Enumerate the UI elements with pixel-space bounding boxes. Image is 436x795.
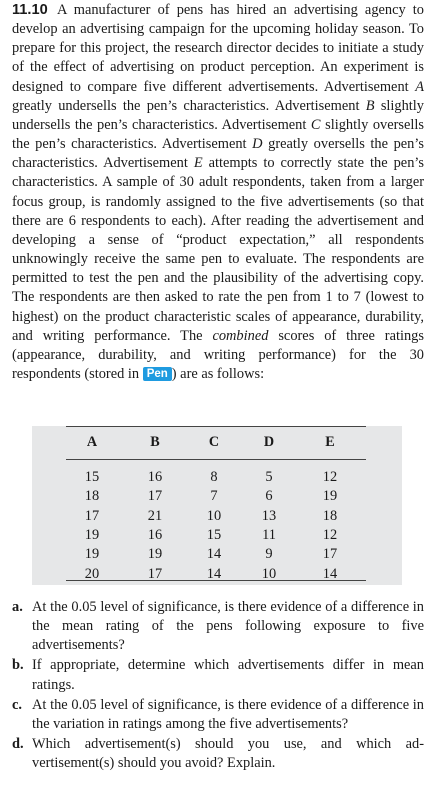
table-header-cell: A — [86, 434, 98, 450]
table-cell: 20 — [84, 565, 100, 582]
table-cell: 17 — [322, 546, 338, 563]
table-cell: 19 — [84, 546, 100, 563]
table-cell: 14 — [206, 546, 222, 563]
question-a — [12, 598, 424, 655]
table-cell: 14 — [206, 565, 222, 582]
problem-statement — [12, 1, 424, 384]
table-cell: 17 — [147, 488, 163, 505]
question-text: At the 0.05 level of significance, is there evidence of a difference in the variation in ratings among the five advertisements? — [32, 696, 424, 732]
table-cell: 18 — [84, 488, 100, 505]
ad-c-label: C — [310, 116, 321, 133]
table-header-cell: E — [325, 434, 335, 450]
table-cell: 12 — [322, 469, 338, 485]
problem-text-4: greatly oversells the pen’s characteristics. Advertisement — [12, 136, 424, 172]
table-cell: 5 — [265, 469, 273, 485]
table-cell: 10 — [206, 507, 222, 524]
table-cell: 17 — [147, 565, 163, 582]
problem-intro: A manufacturer of pens has hired an advertising agency to develop an advertising campaign for the upcoming holiday season. To prepare for this project, the research director decides to initiate a study of the effect of advertising on product perception. An experiment is designed to compare five different advertisements. Advertisement — [12, 2, 424, 95]
ad-e-label: E — [193, 155, 203, 172]
table-cell: 16 — [147, 526, 163, 543]
question-label: d. — [12, 736, 24, 753]
table-header-rule — [66, 459, 366, 460]
table-header-cell: C — [208, 434, 220, 450]
data-table — [32, 426, 402, 585]
question-list — [12, 598, 424, 774]
problem-text-1: greatly undersells the pen’s characteristics. Advertisement — [12, 97, 360, 114]
problem-text-3: slightly oversells the pen’s characteristics. Advertisement — [12, 116, 424, 153]
question-label: b. — [12, 657, 24, 674]
table-cell: 13 — [261, 507, 277, 524]
table-header-cell: B — [150, 434, 160, 450]
table-cell: 7 — [210, 488, 218, 505]
table-top-rule — [66, 426, 366, 427]
combined-word: combined — [212, 327, 269, 344]
table-cell: 21 — [147, 507, 163, 524]
table-cell: 16 — [147, 469, 163, 485]
table-header-cell: D — [263, 434, 275, 450]
table-cell: 11 — [262, 526, 276, 543]
table-cell: 17 — [84, 507, 100, 524]
problem-text-2: slightly undersells the pen’s characteristics. Advertisement — [12, 97, 424, 133]
table-cell: 14 — [322, 565, 338, 582]
question-text: At the 0.05 level of significance, is there evidence of a difference in the mean rating of the pens following exposure to five advertisements? — [32, 599, 424, 654]
table-cell: 19 — [147, 546, 163, 563]
table-cell: 19 — [84, 526, 100, 543]
question-label: a. — [12, 599, 23, 615]
table-cell: 10 — [261, 565, 277, 582]
question-c — [12, 696, 424, 734]
table-cell: 9 — [265, 546, 273, 563]
question-b — [12, 656, 424, 694]
table-cell: 15 — [206, 526, 222, 543]
table-cell: 15 — [84, 469, 100, 485]
ad-a-label: A — [415, 78, 424, 95]
table-cell: 12 — [322, 526, 338, 543]
problem-text-5: attempts to correctly state the pen’s characteristics. A sample of 30 adult respondents, taken from a larger focus group, is randomly assigned to the five advertisements (so that there are 6 respondents to each). After reading the advertisement and developing a sense of “product expectation,” all respondents unknowingly receive the same pen to evaluate. The respondents are permitted to test the pen and the plausibility of the advertising copy. The respondents are then asked to rate the pen from 1 to 7 (lowest to highest) on the product characteristic scales of appearance, durability, and writing performance. The — [12, 155, 424, 344]
table-cell: 8 — [210, 469, 218, 485]
ad-b-label: B — [365, 97, 375, 114]
problem-text-7: ) are as follows: — [171, 365, 265, 382]
table-cell: 18 — [322, 507, 338, 524]
table-cell: 19 — [322, 488, 338, 505]
problem-number: 11.10 — [12, 2, 48, 18]
question-label: c. — [12, 696, 22, 713]
problem-text-6: scores of three ratings (appearance, durability, and writing performance) for the 30 respondents (stored in — [12, 327, 424, 382]
ad-d-label: D — [252, 136, 263, 153]
question-text: If appropriate, determine which advertisements differ in mean ratings. — [32, 657, 424, 693]
table-cell: 6 — [265, 488, 273, 505]
question-d — [12, 735, 424, 773]
question-text: Which advertisement(s) should you use, and which advertisement(s) should you avoid? Explain. — [32, 736, 424, 772]
pen-file-tag[interactable]: Pen — [143, 367, 172, 381]
